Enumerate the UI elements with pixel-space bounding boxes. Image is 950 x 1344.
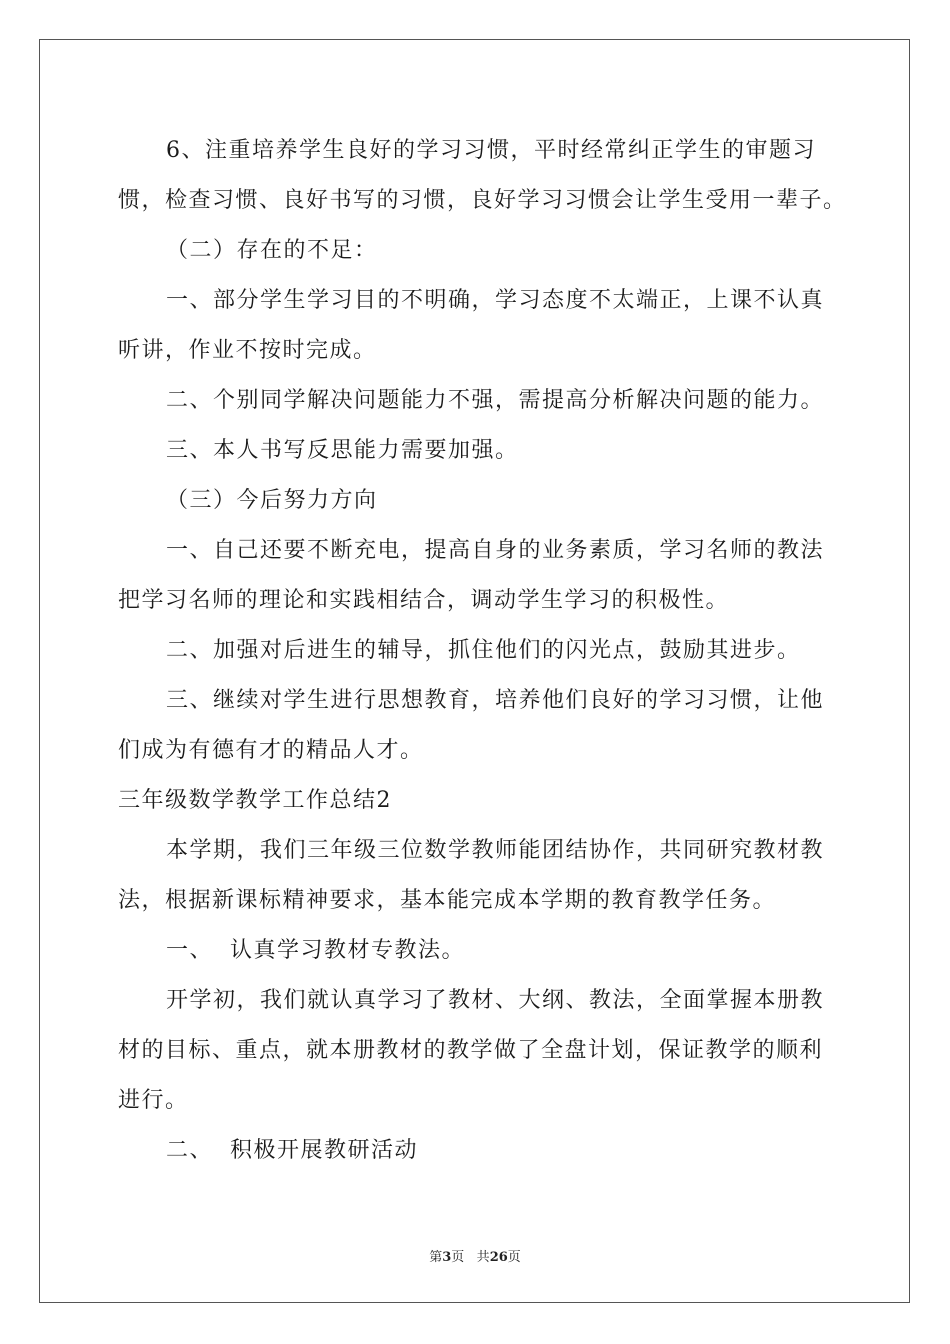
paragraph-line: 材的目标、重点，就本册教材的教学做了全盘计划，保证教学的顺利 [118,1038,824,1063]
page-prefix: 第 [429,1250,443,1265]
page-footer [0,1250,950,1266]
page-number: 3 [442,1250,452,1265]
paragraph-line: 二、加强对后进生的辅导，抓住他们的闪光点，鼓励其进步。 [166,638,801,663]
paragraph-line: 6、注重培养学生良好的学习习惯，平时经常纠正学生的审题习 [166,138,816,163]
paragraph-line: 二、个别同学解决问题能力不强，需提高分析解决问题的能力。 [166,388,825,413]
paragraph-line: 三、继续对学生进行思想教育，培养他们良好的学习习惯，让他 [166,688,825,713]
section-heading: 一、 认真学习教材专教法。 [166,938,465,963]
paragraph-line: 法，根据新课标精神要求，基本能完成本学期的教育教学任务。 [118,888,777,913]
paragraph-line: 一、自己还要不断充电，提高自身的业务素质，学习名师的教法 [166,538,825,563]
paragraph-line: 们成为有德有才的精品人才。 [118,738,424,763]
paragraph-line: 本学期，我们三年级三位数学教师能团结协作，共同研究教材教 [166,838,825,863]
section-heading: 二、 积极开展教研活动 [166,1138,418,1163]
paragraph-line: 三、本人书写反思能力需要加强。 [166,438,519,463]
paragraph-line: 开学初，我们就认真学习了教材、大纲、教法，全面掌握本册教 [166,988,825,1013]
paragraph-line: 惯，检查习惯、良好书写的习惯，良好学习习惯会让学生受用一辈子。 [118,188,847,213]
total-prefix: 共 [476,1250,490,1265]
paragraph-line: 一、部分学生学习目的不明确，学习态度不太端正，上课不认真 [166,288,825,313]
total-suffix: 页 [507,1250,521,1265]
section-heading: （三）今后努力方向 [166,488,378,513]
paragraph-line: 把学习名师的理论和实践相结合，调动学生学习的积极性。 [118,588,730,613]
section-heading: （二）存在的不足： [166,238,378,263]
article-title: 三年级数学教学工作总结2 [118,788,392,813]
paragraph-line: 进行。 [118,1088,189,1113]
total-pages: 26 [489,1250,508,1265]
page-suffix: 页 [451,1250,465,1265]
paragraph-line: 听讲，作业不按时完成。 [118,338,377,363]
